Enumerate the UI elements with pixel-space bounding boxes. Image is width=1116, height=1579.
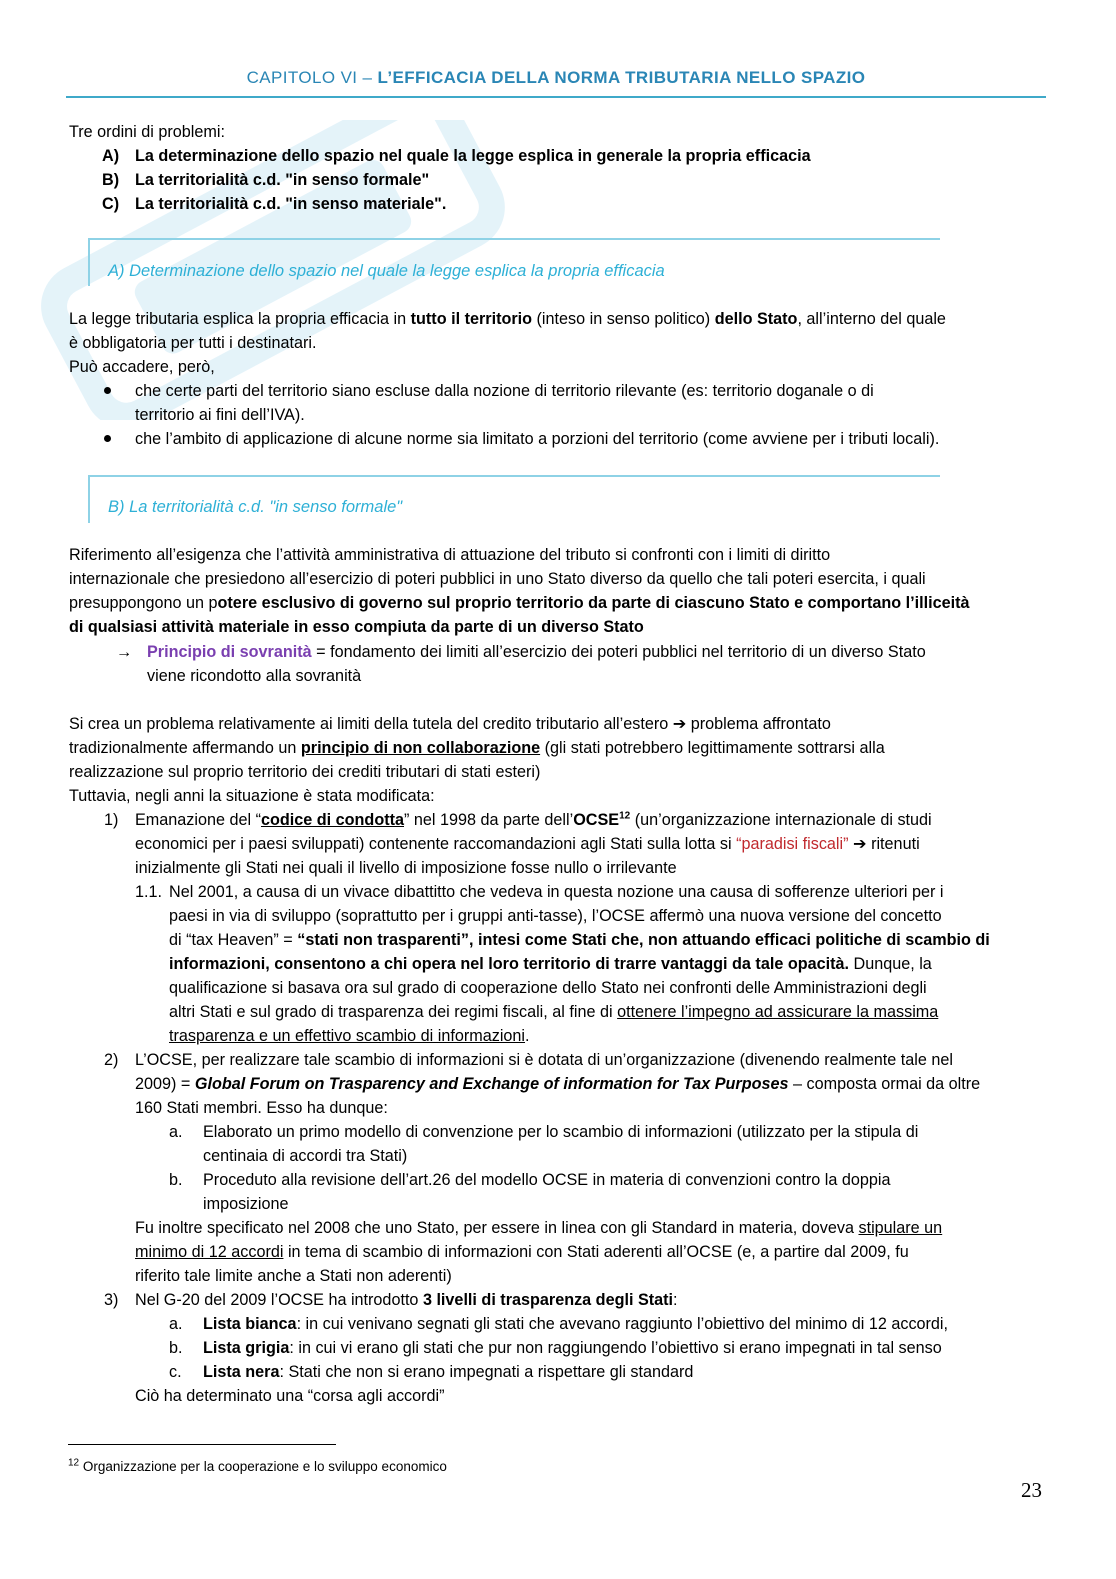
list-black: Lista nera: Stati che non si erano impegnati a rispettare gli standard xyxy=(203,1363,694,1381)
bullet-2: che l’ambito di applicazione di alcune norme sia limitato a porzioni del territorio (come avviene per i tributi locali). xyxy=(135,430,940,448)
item-2-b-line-2: imposizione xyxy=(203,1195,289,1213)
list-grey: Lista grigia: in cui vi erano gli stati che pur non raggiungendo l’obiettivo si erano impegnati in tal senso xyxy=(203,1339,942,1357)
list-white-letter: a. xyxy=(169,1315,183,1333)
item-2-a-line-1: Elaborato un primo modello di convenzione per lo scambio di informazioni (utilizzato per la stipula di xyxy=(203,1123,919,1141)
bullet-icon xyxy=(104,387,111,394)
subitem-1-1-line-2: paesi in via di sviluppo (soprattutto per i gruppi anti-tasse), l’OCSE affermò una nuova versione del concetto xyxy=(169,907,942,925)
item-2-line-3: 160 Stati membri. Esso ha dunque: xyxy=(135,1099,388,1117)
bullet-icon xyxy=(104,435,111,442)
para-b-line-2: internazionale che presiedono all’esercizio di poteri pubblici in uno Stato diverso da quello che tali poteri esercita, i quali xyxy=(69,570,926,588)
sovereignty-line-2: viene ricondotto alla sovranità xyxy=(147,667,362,685)
item-2-note-line-2: minimo di 12 accordi in tema di scambio di informazioni con Stati aderenti all’OCSE (e, a partire dal 2009, fu xyxy=(135,1243,909,1261)
para-c-line-4: Tuttavia, negli anni la situazione è stata modificata: xyxy=(69,787,435,805)
list-white: Lista bianca: in cui venivano segnati gli stati che avevano raggiunto l’obiettivo del minimo di 12 accordi, xyxy=(203,1315,949,1333)
item-1-number: 1) xyxy=(104,811,119,829)
bullet-1-line-1: che certe parti del territorio siano escluse dalla nozione di territorio rilevante (es: territorio doganale o di xyxy=(135,382,874,400)
item-2-a-letter: a. xyxy=(169,1123,183,1141)
bullet-1-line-2: territorio ai fini dell’IVA). xyxy=(135,406,305,424)
item-3-conclusion: Ciò ha determinato una “corsa agli accordi” xyxy=(135,1387,445,1405)
problem-label-c: C) xyxy=(102,195,120,213)
item-1-line-2: economici per i paesi sviluppati) contenente raccomandazioni agli Stati sulla lotta si “paradisi fiscali” ➔ ritenuti xyxy=(135,835,920,853)
problem-text-a: La determinazione dello spazio nel quale la legge esplica in generale la propria efficacia xyxy=(135,147,811,165)
problem-text-c: La territorialità c.d. "in senso materiale". xyxy=(135,195,447,213)
item-3-line-1: Nel G-20 del 2009 l’OCSE ha introdotto 3 livelli di trasparenza degli Stati: xyxy=(135,1291,678,1309)
para-c-line-1: Si crea un problema relativamente ai limiti della tutela del credito tributario all’estero ➔ problema affrontato xyxy=(69,715,831,733)
item-2-b-letter: b. xyxy=(169,1171,183,1189)
subitem-1-1-line-3: di “tax Heaven” = “stati non trasparenti”, intesi come Stati che, non attuando efficaci politiche di scambio di xyxy=(169,931,990,949)
item-2-number: 2) xyxy=(104,1051,119,1069)
item-2-a-line-2: centinaia di accordi tra Stati) xyxy=(203,1147,408,1165)
para-a-line-2: è obbligatoria per tutti i destinatari. xyxy=(69,334,317,352)
para-b-line-4: di qualsiasi attività materiale in esso compiuta da parte di un diverso Stato xyxy=(69,618,644,636)
problem-label-a: A) xyxy=(102,147,120,165)
problem-label-b: B) xyxy=(102,171,120,189)
problem-text-b: La territorialità c.d. "in senso formale" xyxy=(135,171,430,189)
subitem-1-1-line-5: qualificazione si basava ora sul grado di cooperazione dello Stato nei confronti delle Amministrazioni degli xyxy=(169,979,927,997)
section-b-title: B) La territorialità c.d. "in senso formale" xyxy=(108,498,403,516)
item-1-line-1: Emanazione del “codice di condotta” nel 1998 da parte dell’OCSE$^{12}$ (un’organizzazione internazionale di studi xyxy=(135,810,932,829)
subitem-1-1-line-1: Nel 2001, a causa di un vivace dibattitto che vedeva in questa nozione una causa di sofferenze ulteriori per i xyxy=(169,883,944,901)
chapter-header xyxy=(66,66,1046,98)
list-grey-letter: b. xyxy=(169,1339,183,1357)
page-number: 23 xyxy=(1021,1478,1042,1502)
subitem-1-1-number: 1.1. xyxy=(135,883,163,901)
para-a-line-3: Può accadere, però, xyxy=(69,358,215,376)
para-c-line-3: realizzazione sul proprio territorio dei crediti tributari di stati esteri) xyxy=(69,763,541,781)
sovereignty-line-1: Principio di sovranità = fondamento dei limiti all’esercizio dei poteri pubblici nel territorio di un diverso Stato xyxy=(147,643,926,661)
item-2-line-1: L’OCSE, per realizzare tale scambio di informazioni si è dotata di un’organizzazione (divenendo realmente tale nel xyxy=(135,1051,953,1069)
subitem-1-1-line-7: trasparenza e un effettivo scambio di informazioni. xyxy=(169,1027,530,1045)
item-2-note-line-1: Fu inoltre specificato nel 2008 che uno Stato, per essere in linea con gli Standard in materia, doveva stipulare un xyxy=(135,1219,943,1237)
arrow-icon: → xyxy=(116,643,133,661)
item-1-line-3: inizialmente gli Stati nei quali il livello di imposizione fosse nullo o irrilevante xyxy=(135,859,677,877)
subitem-1-1-line-6: altri Stati e sul grado di trasparenza dei regimi fiscali, al fine di ottenere l’impegno ad assicurare la massima xyxy=(169,1003,939,1021)
item-2-line-2: 2009) = Global Forum on Trasparency and Exchange of information for Tax Purposes – composta ormai da oltre xyxy=(135,1075,981,1093)
item-2-note-line-3: riferito tale limite anche a Stati non aderenti) xyxy=(135,1267,452,1285)
subitem-1-1-line-4: informazioni, consentono a chi opera nel loro territorio di trarre vantaggi da tale opacità. Dunque, la xyxy=(169,955,932,973)
footnote-ref: 12 xyxy=(619,810,631,822)
list-black-letter: c. xyxy=(169,1363,182,1381)
section-a-title: A) Determinazione dello spazio nel quale la legge esplica la propria efficacia xyxy=(108,262,665,280)
para-a-line-1: La legge tributaria esplica la propria efficacia in tutto il territorio (inteso in senso politico) dello Stato, all’interno del quale xyxy=(69,310,946,328)
para-b-line-1: Riferimento all’esigenza che l’attività amministrativa di attuazione del tributo si confronti con i limiti di diritto xyxy=(69,546,831,564)
footnote-separator xyxy=(68,1444,336,1445)
para-b-line-3: presuppongono un potere esclusivo di governo sul proprio territorio da parte di ciascuno Stato e comportano l’illiceità xyxy=(69,594,970,612)
item-3-number: 3) xyxy=(104,1291,119,1309)
para-c-line-2: tradizionalmente affermando un principio di non collaborazione (gli stati potrebbero legittimamente sottrarsi alla xyxy=(69,739,885,757)
intro-text: Tre ordini di problemi: xyxy=(69,123,225,141)
item-2-b-line-1: Proceduto alla revisione dell’art.26 del modello OCSE in materia di convenzioni contro la doppia xyxy=(203,1171,891,1189)
chapter-title: L’EFFICACIA DELLA NORMA TRIBUTARIA NELLO SPAZIO xyxy=(377,68,866,87)
chapter-number: CAPITOLO VI – xyxy=(246,68,378,87)
footnote: $^{12}$ Organizzazione per la cooperazione e lo sviluppo economico xyxy=(68,1457,447,1474)
